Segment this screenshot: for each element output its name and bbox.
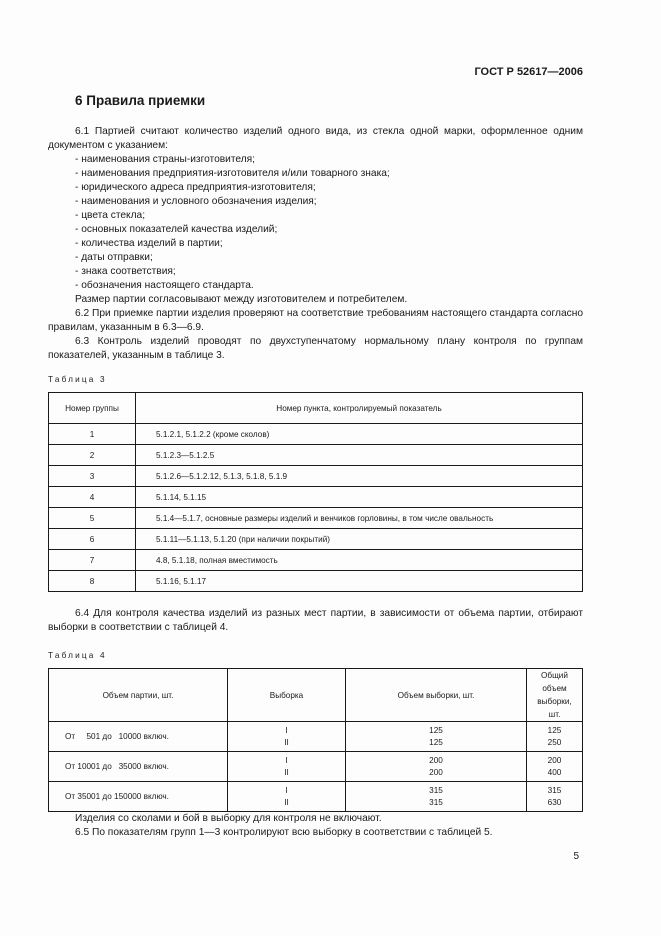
- column-header-sample: Выборка: [228, 669, 346, 722]
- group-number-cell: 4: [49, 487, 136, 508]
- indicator-cell: 5.1.4—5.1.7, основные размеры изделий и венчиков горловины, в том числе овальность: [136, 508, 583, 529]
- sample-cell-value: II: [284, 797, 289, 807]
- column-header-indicator: Номер пункта, контролируемый показатель: [136, 393, 583, 424]
- sample-cell: [228, 782, 346, 812]
- table-3: [48, 392, 583, 592]
- table-row: [49, 529, 583, 550]
- group-number-cell: 5: [49, 508, 136, 529]
- column-header-total-sample-size: Общий объем выборки, шт.: [527, 669, 583, 722]
- table-4-header-row: [49, 669, 583, 722]
- party-size-cell: От 10001 до 35000 включ.: [49, 752, 228, 782]
- total-sample-size-cell-value: 400: [547, 767, 562, 777]
- sample-cell-value: II: [284, 767, 289, 777]
- note-chipped-items: Изделия со сколами и бой в выборку для контроля не включают.: [75, 813, 382, 824]
- group-number-cell: 2: [49, 445, 136, 466]
- indicator-cell: 5.1.14, 5.1.15: [136, 487, 583, 508]
- list-item: - обозначения настоящего стандарта.: [75, 280, 254, 291]
- sample-size-cell-value: 315: [429, 785, 443, 795]
- table-3-caption: Таблица 3: [48, 375, 107, 384]
- group-number-cell: 3: [49, 466, 136, 487]
- sample-cell-value: I: [285, 725, 288, 735]
- table-row: [49, 445, 583, 466]
- list-item: - наименования и условного обозначения изделия;: [75, 196, 317, 207]
- sample-size-cell: [346, 722, 527, 752]
- table-row: [49, 550, 583, 571]
- table-4-caption: Таблица 4: [48, 651, 107, 660]
- list-item: - наименования предприятия-изготовителя и/или товарного знака;: [75, 168, 390, 179]
- section-title: 6 Правила приемки: [75, 93, 206, 108]
- table-row: [49, 722, 583, 752]
- party-size-cell: От 501 до 10000 включ.: [49, 722, 228, 752]
- group-number-cell: 1: [49, 424, 136, 445]
- sample-cell-value: I: [285, 755, 288, 765]
- indicator-cell: 5.1.2.6—5.1.2.12, 5.1.3, 5.1.8, 5.1.9: [136, 466, 583, 487]
- sample-cell-value: II: [284, 737, 289, 747]
- standard-header: ГОСТ Р 52617—2006: [474, 66, 583, 78]
- indicator-cell: 5.1.2.1, 5.1.2.2 (кроме сколов): [136, 424, 583, 445]
- list-item: - основных показателей качества изделий;: [75, 224, 278, 235]
- para-party-size: Размер партии согласовывают между изготовителем и потребителем.: [75, 294, 408, 305]
- sample-size-cell-value: 125: [429, 725, 443, 735]
- sample-size-cell-value: 200: [429, 767, 443, 777]
- table-row: [49, 571, 583, 592]
- indicator-cell: 4.8, 5.1.18, полная вместимость: [136, 550, 583, 571]
- indicator-cell: 5.1.11—5.1.13, 5.1.20 (при наличии покрытий): [136, 529, 583, 550]
- list-item: - знака соответствия;: [75, 266, 176, 277]
- column-header-sample-size: Объем выборки, шт.: [346, 669, 527, 722]
- total-sample-size-cell: [527, 752, 583, 782]
- list-item: - юридического адреса предприятия-изготовителя;: [75, 182, 316, 193]
- total-sample-size-cell-value: 200: [547, 755, 562, 765]
- table-4: [48, 668, 583, 812]
- sample-size-cell: [346, 752, 527, 782]
- sample-size-cell: [346, 782, 527, 812]
- sample-size-cell-value: 315: [429, 797, 443, 807]
- para-6-4-block: [48, 607, 583, 635]
- table-row: [49, 487, 583, 508]
- page-number: 5: [573, 851, 579, 862]
- total-sample-size-cell-value: 630: [547, 797, 562, 807]
- group-number-cell: 6: [49, 529, 136, 550]
- sample-cell: [228, 722, 346, 752]
- list-item: - количества изделий в партии;: [75, 238, 223, 249]
- indicator-cell: 5.1.16, 5.1.17: [136, 571, 583, 592]
- total-sample-size-cell-value: 250: [547, 737, 562, 747]
- para-6-1-intro: 6.1 Партией считают количество изделий одного вида, из стекла одной марки, оформленное одним документом с указанием:: [48, 126, 583, 151]
- sample-cell: [228, 752, 346, 782]
- group-number-cell: 8: [49, 571, 136, 592]
- total-sample-size-cell: [527, 782, 583, 812]
- column-header-party-size: Объем партии, шт.: [49, 669, 228, 722]
- list-item: - наименования страны-изготовителя;: [75, 154, 256, 165]
- column-header-group: Номер группы: [49, 393, 136, 424]
- table-row: [49, 424, 583, 445]
- requirement-list: [48, 153, 583, 293]
- table-row: [49, 508, 583, 529]
- sample-size-cell-value: 200: [429, 755, 443, 765]
- table-row: [49, 752, 583, 782]
- sample-size-cell-value: 125: [429, 737, 443, 747]
- list-item: - цвета стекла;: [75, 210, 146, 221]
- total-sample-size-cell-value: 125: [547, 725, 562, 735]
- indicator-cell: 5.1.2.3—5.1.2.5: [136, 445, 583, 466]
- group-number-cell: 7: [49, 550, 136, 571]
- para-6-2: 6.2 При приемке партии изделия проверяют на соответствие требованиям настоящего стандарта согласно правилам, указанным в 6.3—6.9.: [48, 308, 583, 333]
- party-size-cell: От 35001 до 150000 включ.: [49, 782, 228, 812]
- table-row: [49, 466, 583, 487]
- sample-cell-value: I: [285, 785, 288, 795]
- table-row: [49, 782, 583, 812]
- list-item: - даты отправки;: [75, 252, 153, 263]
- para-6-4: 6.4 Для контроля качества изделий из разных мест партии, в зависимости от объема партии, отбирают выборки в соответствии с таблицей 4.: [48, 608, 583, 633]
- section-6-body: [48, 125, 583, 363]
- table-3-header-row: [49, 393, 583, 424]
- total-sample-size-cell-value: 315: [547, 785, 562, 795]
- total-sample-size-cell: [527, 722, 583, 752]
- para-6-5: 6.5 По показателям групп 1—3 контролируют всю выборку в соответствии с таблицей 5.: [75, 827, 493, 838]
- para-6-3: 6.3 Контроль изделий проводят по двухступенчатому нормальному плану контроля по группам показателей, указанным в таблице 3.: [48, 336, 583, 361]
- closing-block: [48, 812, 583, 840]
